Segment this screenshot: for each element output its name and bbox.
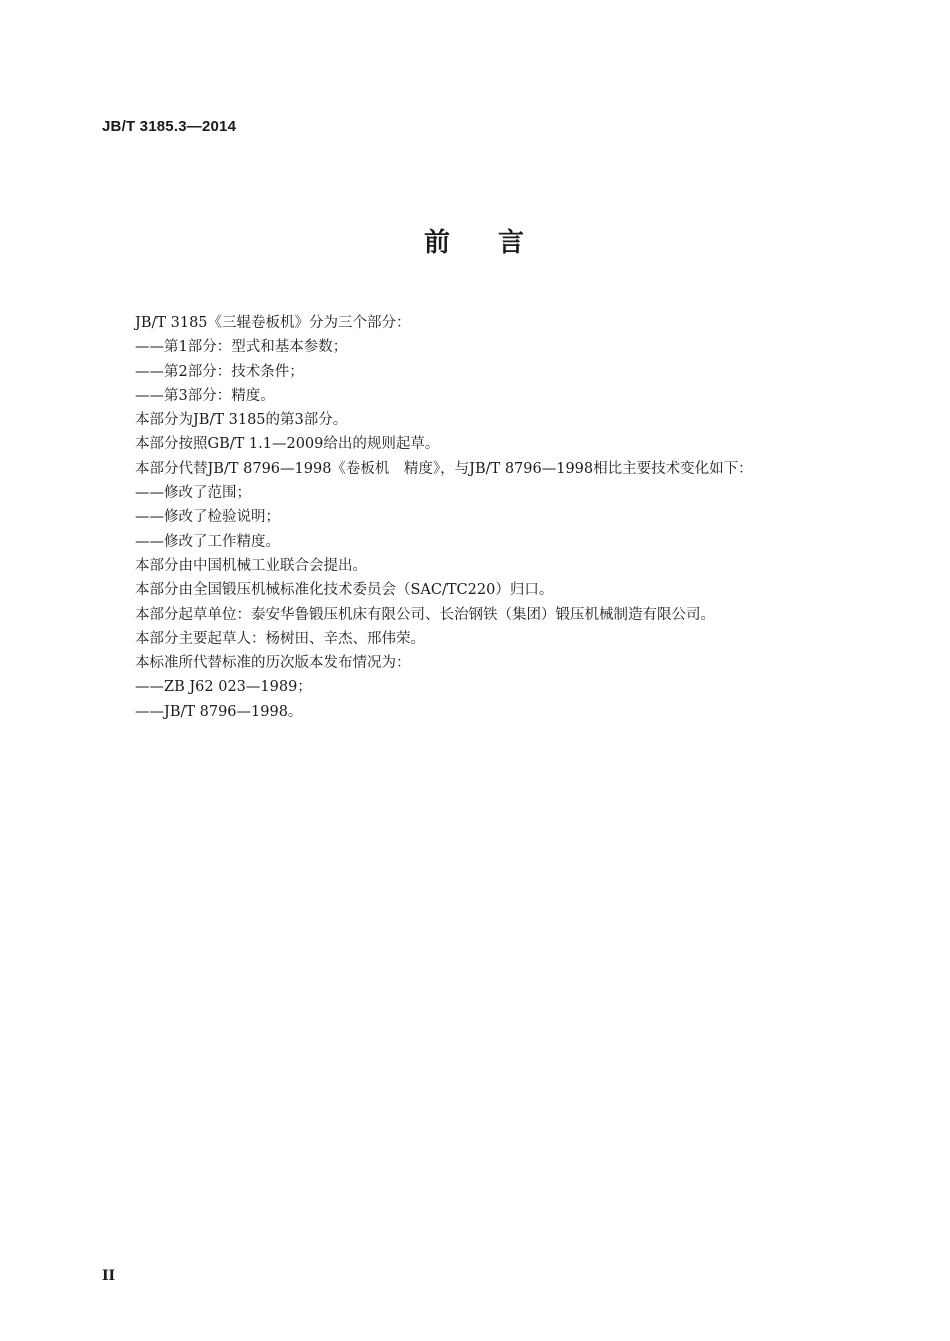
page-title bbox=[0, 222, 950, 259]
body-line: 本部分起草单位：泰安华鲁锻压机床有限公司、长治钢铁（集团）锻压机械制造有限公司。 bbox=[135, 606, 715, 623]
body-line: 本部分主要起草人：杨树田、辛杰、邢伟荣。 bbox=[135, 630, 425, 647]
body-line: 本部分由全国锻压机械标准化技术委员会（SAC/TC220）归口。 bbox=[135, 582, 554, 599]
body-line: 本部分按照GB/T 1.1—2009给出的规则起草。 bbox=[135, 436, 440, 453]
body-line: ——第1部分：型式和基本参数； bbox=[135, 339, 348, 356]
body-line: ——修改了范围； bbox=[135, 485, 251, 502]
body-line: JB/T 3185《三辊卷板机》分为三个部分： bbox=[135, 315, 411, 331]
document-code: JB/T 3185.3—2014 bbox=[102, 118, 237, 135]
title-char-2: 言 bbox=[498, 228, 527, 258]
page-number: II bbox=[102, 1268, 116, 1284]
foreword-body bbox=[135, 311, 855, 724]
body-line: ——第2部分：技术条件； bbox=[135, 363, 304, 380]
body-line: ——ZB J62 023—1989； bbox=[135, 679, 312, 696]
title-char-1: 前 bbox=[423, 228, 452, 258]
body-line: ——第3部分：精度。 bbox=[135, 387, 275, 404]
body-line: ——修改了工作精度。 bbox=[135, 533, 280, 550]
body-line: ——JB/T 8796—1998。 bbox=[135, 703, 303, 720]
body-line: 本部分代替JB/T 8796—1998《卷板机 精度》，与JB/T 8796—1998相比主要技术变化如下： bbox=[135, 460, 753, 477]
body-line: 本部分由中国机械工业联合会提出。 bbox=[135, 557, 367, 574]
body-line: 本标准所代替标准的历次版本发布情况为： bbox=[135, 655, 411, 672]
body-line: ——修改了检验说明； bbox=[135, 509, 280, 526]
body-line: 本部分为JB/T 3185的第3部分。 bbox=[135, 412, 348, 429]
